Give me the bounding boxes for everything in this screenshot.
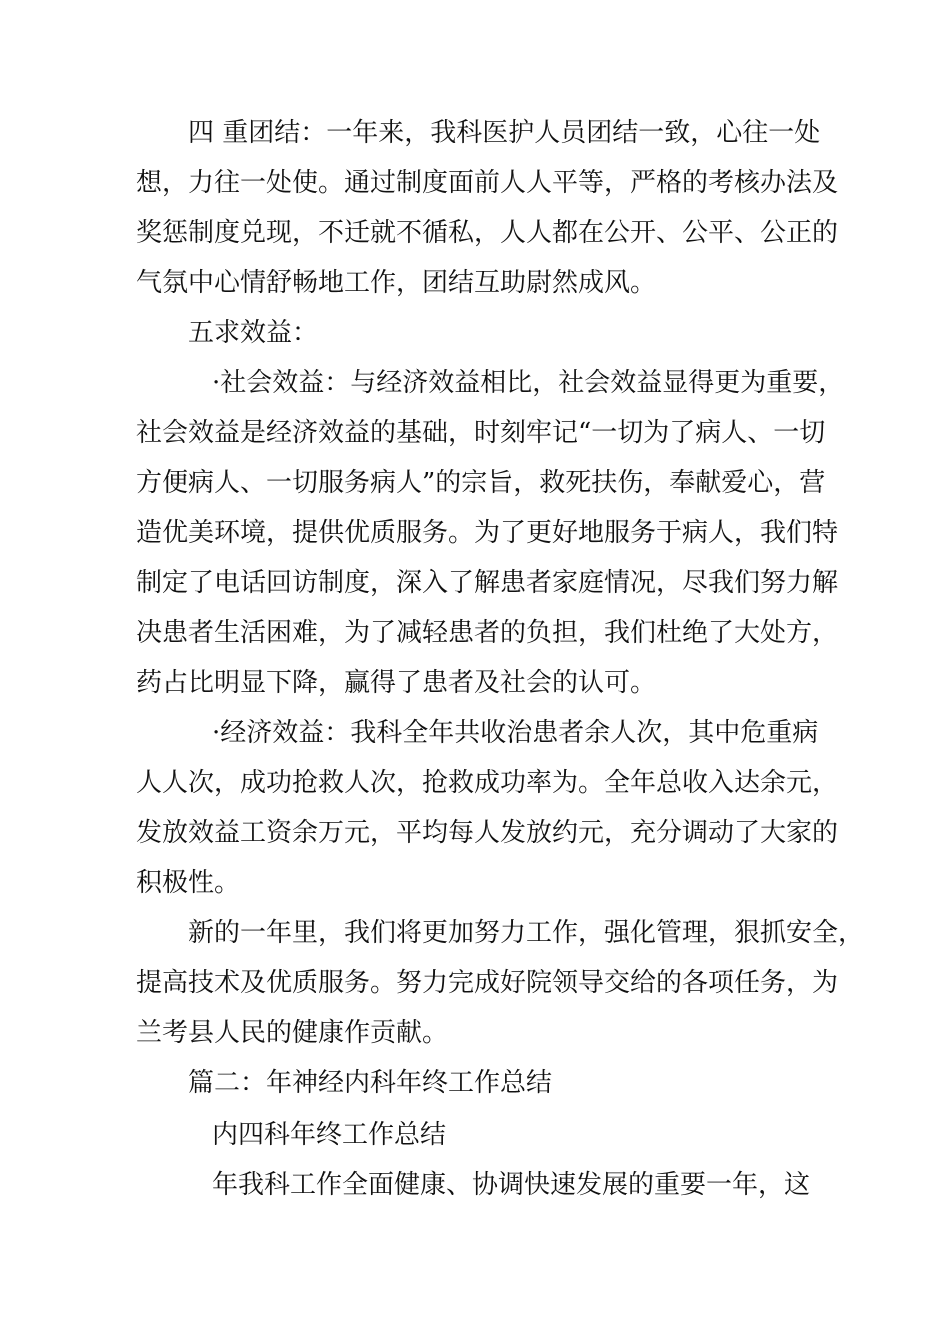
text-line: ·社会效益：与经济效益相比，社会效益显得更为重要， [212,368,845,398]
text-line: ·经济效益：我科全年共收治患者余人次，其中危重病 [212,718,819,748]
text-line: 药占比明显下降，赢得了患者及社会的认可。 [136,668,657,698]
text-line: 想，力往一处使。通过制度面前人人平等，严格的考核办法及 [136,168,839,198]
text-line: 新的一年里，我们将更加努力工作，强化管理，狠抓安全， [188,918,865,948]
text-line: 造优美环境，提供优质服务。为了更好地服务于病人，我们特 [136,518,839,548]
text-line: 兰考县人民的健康作贡献。 [136,1018,449,1048]
text-line: 方便病人、一切服务病人”的宗旨，救死扶伤，奉献爱心，营 [136,468,826,498]
text-line: 发放效益工资余万元，平均每人发放约元，充分调动了大家的 [136,818,839,848]
text-line: 五求效益： [188,318,319,348]
text-line: 提高技术及优质服务。努力完成好院领导交给的各项任务，为 [136,968,839,998]
document-title: 内四科年终工作总结 [212,1120,447,1150]
text-line: 人人次，成功抢救人次，抢救成功率为。全年总收入达余元， [136,768,839,798]
text-line: 奖惩制度兑现，不迁就不循私，人人都在公开、公平、公正的 [136,218,839,248]
text-line: 气氛中心情舒畅地工作，团结互助尉然成风。 [136,268,657,298]
text-line: 制定了电话回访制度，深入了解患者家庭情况，尽我们努力解 [136,568,839,598]
text-line: 社会效益是经济效益的基础，时刻牢记“一切为了病人、一切 [136,418,826,448]
text-line: 决患者生活困难，为了减轻患者的负担，我们杜绝了大处方， [136,618,839,648]
text-line: 年我科工作全面健康、协调快速发展的重要一年，这 [212,1170,811,1200]
section-heading: 篇二：年神经内科年终工作总结 [188,1068,553,1098]
text-line: 积极性。 [136,868,241,898]
text-line: 四 重团结：一年来，我科医护人员团结一致，心往一处 [188,118,821,148]
